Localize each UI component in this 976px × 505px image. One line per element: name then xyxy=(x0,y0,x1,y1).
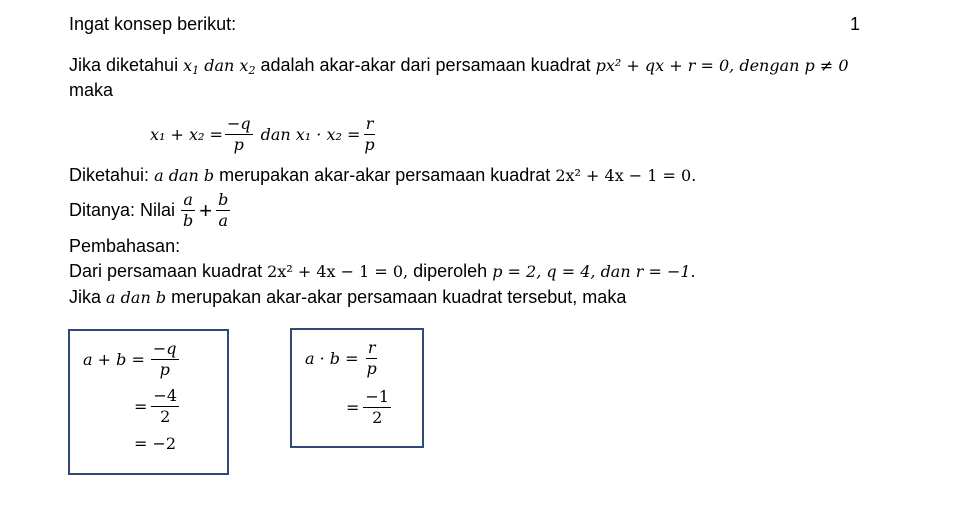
given-line xyxy=(69,165,696,186)
solution-line2-vars: a dan b xyxy=(106,288,167,307)
given-equation: 2x² + 4x − 1 = 0. xyxy=(555,166,697,185)
solution-values: p = 2, q = 4, dan r = −1. xyxy=(492,262,696,281)
solution-line-2 xyxy=(69,287,626,308)
formula-sum-fraction: $\frac{-q}{p}$ xyxy=(226,114,251,154)
concept-text-a: Jika diketahui xyxy=(69,55,179,75)
given-vars: a dan b xyxy=(154,166,215,185)
solution-line2-text-a: Jika xyxy=(69,287,102,307)
product-lhs: a · b = xyxy=(305,349,359,368)
asked-plus: + xyxy=(199,197,213,223)
product-row-2 xyxy=(346,387,393,428)
sum-fraction-1: $\frac{-q}{p}$ xyxy=(152,339,177,379)
given-text: merupakan akar-akar persamaan kuadrat xyxy=(219,165,551,185)
concept-equation: px² + qx + r = 0, dengan p ≠ 0 xyxy=(595,56,849,75)
sum-eq-2: = xyxy=(134,397,148,416)
product-row-1 xyxy=(305,338,381,379)
solution-text-1: Dari persamaan kuadrat xyxy=(69,261,263,281)
asked-label: Ditanya: Nilai xyxy=(69,200,176,220)
asked-fraction-2: $\frac{b}{a}$ xyxy=(218,190,229,230)
formula-prod-fraction: $\frac{r}{p}$ xyxy=(364,114,375,154)
product-fraction-1: $\frac{r}{p}$ xyxy=(366,338,377,378)
asked-line xyxy=(69,190,232,231)
sum-lhs: a + b = xyxy=(83,350,145,369)
concept-line-1 xyxy=(69,55,849,77)
solution-text-2: diperoleh xyxy=(413,261,488,281)
sum-row-1 xyxy=(83,339,181,380)
sum-row-2 xyxy=(134,386,181,427)
formula-sum-lhs: x₁ + x₂ = xyxy=(150,125,223,144)
x1-var: $x_1$ dan $x_2$ xyxy=(183,56,256,77)
formula-mid: dan x₁ · x₂ = xyxy=(260,125,361,144)
page-number: 1 xyxy=(850,14,861,34)
concept-text-b: adalah akar-akar dari persamaan kuadrat xyxy=(260,55,591,75)
solution-equation: 2x² + 4x − 1 = 0, xyxy=(267,262,409,281)
product-box xyxy=(290,328,424,448)
header-title: Ingat konsep berikut: xyxy=(69,14,237,34)
concept-formula xyxy=(150,114,379,155)
concept-line-2: maka xyxy=(69,80,114,100)
asked-fraction-1: $\frac{a}{b}$ xyxy=(183,190,194,230)
given-label: Diketahui: xyxy=(69,165,150,185)
product-eq-2: = xyxy=(346,398,360,417)
sum-fraction-2: $\frac{-4}{2}$ xyxy=(153,386,177,426)
solution-line-1 xyxy=(69,261,696,282)
solution-title: Pembahasan: xyxy=(69,236,181,256)
sum-result: = −2 xyxy=(134,434,177,453)
product-fraction-2: $\frac{-1}{2}$ xyxy=(365,387,389,427)
solution-line2-text-b: merupakan akar-akar persamaan kuadrat tersebut, maka xyxy=(171,287,627,307)
sum-box xyxy=(68,329,229,475)
